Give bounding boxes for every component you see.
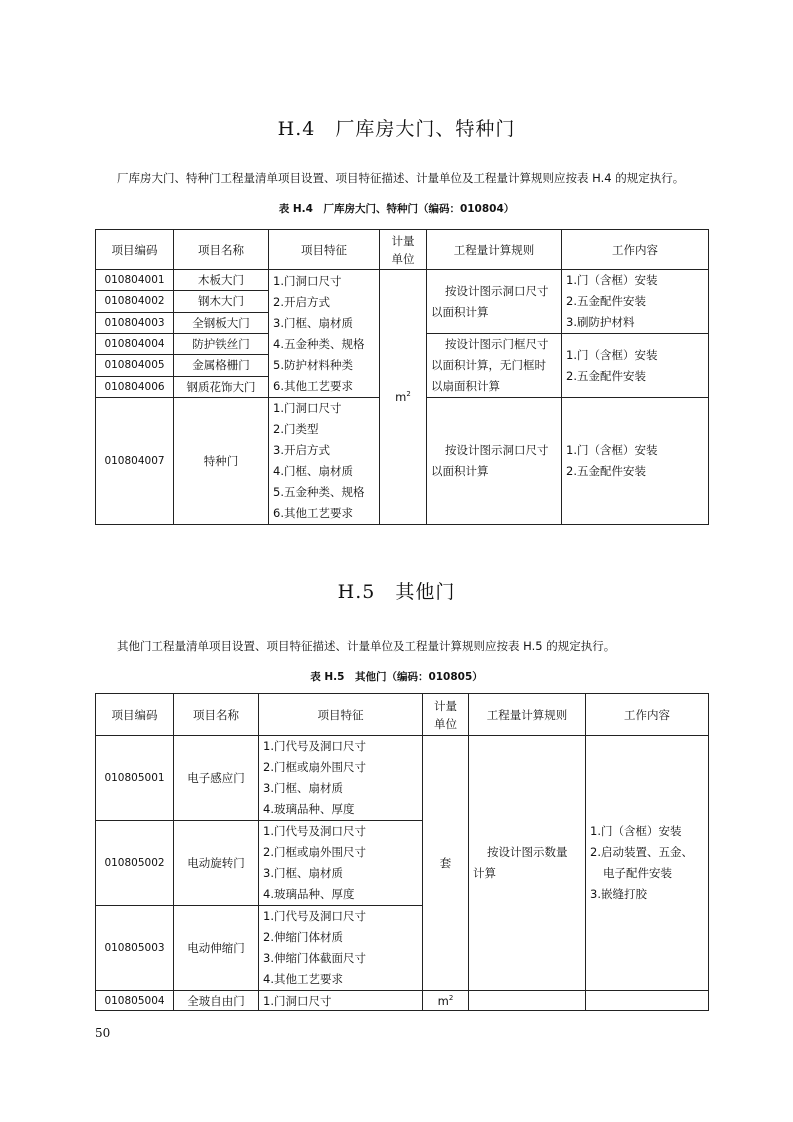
- item-work: [586, 991, 709, 1011]
- work-line: 1.门（含框）安装: [590, 824, 682, 838]
- header-unit-line1: 计量: [391, 233, 415, 248]
- feature-line: 3.门框、扇材质: [263, 866, 343, 880]
- table-h4: [95, 229, 709, 525]
- item-name: 防护铁丝门: [174, 334, 269, 355]
- header-name: 项目名称: [174, 230, 269, 270]
- item-code: 010805001: [96, 736, 174, 821]
- header-feature: 项目特征: [259, 694, 423, 736]
- feature-line: 4.五金种类、规格: [273, 336, 365, 351]
- rule-line: 以面积计算，无门框时: [431, 358, 546, 372]
- feature-line: 5.防护材料种类: [273, 357, 353, 372]
- unit-sup: 2: [448, 993, 454, 1002]
- feature-line: 3.开启方式: [273, 443, 330, 457]
- work-line: 2.五金配件安装: [566, 368, 646, 383]
- work-line: 1.门（含框）安装: [566, 347, 658, 362]
- header-name: 项目名称: [174, 694, 259, 736]
- feature-line: 2.伸缩门体材质: [263, 930, 343, 944]
- feature-line: 2.门框或扇外围尺寸: [263, 760, 366, 774]
- item-features: [259, 736, 423, 821]
- item-rule: [427, 334, 562, 398]
- item-name: 电动伸缩门: [174, 906, 259, 991]
- item-name: 电子感应门: [174, 736, 259, 821]
- work-line: 2.五金配件安装: [566, 464, 646, 478]
- work-line: 1.门（含框）安装: [566, 273, 658, 287]
- section-title-h4: H.4 厂库房大门、特种门: [277, 118, 516, 140]
- table-h5: [95, 693, 709, 1011]
- item-unit: [423, 991, 469, 1011]
- item-features: [269, 270, 380, 398]
- item-features: [259, 991, 423, 1011]
- unit-sup: 2: [406, 390, 411, 399]
- table-caption-h5: 表 H.5 其他门（编码：010805）: [310, 671, 483, 683]
- item-name: 木板大门: [174, 270, 269, 291]
- feature-line: 1.门代号及洞口尺寸: [263, 909, 366, 923]
- item-code: 010804004: [96, 334, 174, 355]
- item-name: 全钢板大门: [174, 312, 269, 333]
- item-name: 电动旋转门: [174, 821, 259, 906]
- work-line: 3.嵌缝打胶: [590, 887, 647, 901]
- header-unit: [423, 694, 469, 736]
- feature-line: 6.其他工艺要求: [273, 506, 353, 520]
- rule-line: 按设计图示门框尺寸: [445, 337, 549, 351]
- item-rule: [427, 398, 562, 525]
- feature-line: 4.玻璃品种、厚度: [263, 887, 355, 901]
- unit-text: m: [395, 390, 407, 404]
- feature-line: 4.其他工艺要求: [263, 972, 343, 986]
- table-caption-h4: 表 H.4 厂库房大门、特种门（编码：010804）: [278, 203, 515, 215]
- table-row: [96, 736, 709, 821]
- header-unit-line2: 单位: [391, 251, 415, 266]
- item-work: [586, 736, 709, 991]
- work-line: 3.刷防护材料: [566, 315, 635, 329]
- item-name: 钢木大门: [174, 291, 269, 312]
- item-rule: [469, 736, 586, 991]
- item-code: 010804002: [96, 291, 174, 312]
- item-name: 金属格栅门: [174, 355, 269, 376]
- rule-line: 按设计图示数量: [487, 845, 568, 859]
- rule-line: 计算: [473, 866, 496, 880]
- feature-line: 2.门类型: [273, 422, 319, 436]
- feature-line: 3.门框、扇材质: [273, 315, 353, 330]
- table-header-row: [96, 694, 709, 736]
- feature-line: 3.伸缩门体截面尺寸: [263, 951, 366, 965]
- feature-line: 4.门框、扇材质: [273, 464, 353, 478]
- rule-line: 以面积计算: [431, 304, 489, 319]
- header-code: 项目编码: [96, 230, 174, 270]
- item-features: [269, 398, 380, 525]
- header-rule: 工程量计算规则: [427, 230, 562, 270]
- feature-line: 1.门代号及洞口尺寸: [263, 824, 366, 838]
- item-work: [562, 334, 709, 398]
- item-code: 010805002: [96, 821, 174, 906]
- section-title-h5: H.5 其他门: [337, 581, 456, 603]
- item-unit: [380, 270, 427, 525]
- item-work: [562, 398, 709, 525]
- rule-line: 以面积计算: [431, 464, 489, 478]
- item-code: 010804007: [96, 398, 174, 525]
- header-unit-line2: 单位: [434, 716, 457, 731]
- feature-line: 1.门洞口尺寸: [273, 273, 342, 288]
- item-rule: [469, 991, 586, 1011]
- item-rule: [427, 270, 562, 334]
- feature-line: 1.门洞口尺寸: [273, 401, 342, 415]
- intro-h4: 厂库房大门、特种门工程量清单项目设置、项目特征描述、计量单位及工程量计算规则应按表 H.4 的规定执行。: [117, 171, 685, 185]
- table-header-row: [96, 230, 709, 270]
- unit-text: m: [437, 993, 449, 1008]
- rule-line: 以扇面积计算: [431, 379, 500, 393]
- rule-line: 按设计图示洞口尺寸: [445, 283, 549, 298]
- feature-line: 3.门框、扇材质: [263, 781, 343, 795]
- item-code: 010804003: [96, 312, 174, 333]
- header-code: 项目编码: [96, 694, 174, 736]
- header-unit: [380, 230, 427, 270]
- feature-line: 1.门代号及洞口尺寸: [263, 739, 366, 753]
- work-line: 2.启动装置、五金、: [590, 845, 693, 859]
- item-code: 010804006: [96, 376, 174, 397]
- item-name: 特种门: [174, 398, 269, 525]
- header-rule: 工程量计算规则: [469, 694, 586, 736]
- feature-line: 2.门框或扇外围尺寸: [263, 845, 366, 859]
- rule-line: 按设计图示洞口尺寸: [445, 443, 549, 457]
- work-line: 电子配件安装: [603, 866, 672, 880]
- table-row: [96, 991, 709, 1011]
- item-unit: 套: [423, 736, 469, 991]
- item-code: 010804005: [96, 355, 174, 376]
- feature-line: 1.门洞口尺寸: [263, 993, 332, 1008]
- item-name: 钢质花饰大门: [174, 376, 269, 397]
- item-code: 010805004: [96, 991, 174, 1011]
- header-work: 工作内容: [586, 694, 709, 736]
- work-line: 2.五金配件安装: [566, 294, 646, 308]
- item-name: 全玻自由门: [174, 991, 259, 1011]
- header-work: 工作内容: [562, 230, 709, 270]
- table-row: [96, 270, 709, 291]
- header-unit-line1: 计量: [434, 698, 457, 713]
- feature-line: 5.五金种类、规格: [273, 485, 365, 499]
- item-features: [259, 821, 423, 906]
- item-code: 010804001: [96, 270, 174, 291]
- feature-line: 6.其他工艺要求: [273, 378, 353, 393]
- header-feature: 项目特征: [269, 230, 380, 270]
- feature-line: 4.玻璃品种、厚度: [263, 802, 355, 816]
- feature-line: 2.开启方式: [273, 294, 330, 309]
- intro-h5: 其他门工程量清单项目设置、项目特征描述、计量单位及工程量计算规则应按表 H.5 的规定执行。: [117, 639, 616, 653]
- item-work: [562, 270, 709, 334]
- page-number: 50: [95, 1026, 111, 1040]
- item-code: 010805003: [96, 906, 174, 991]
- work-line: 1.门（含框）安装: [566, 443, 658, 457]
- item-features: [259, 906, 423, 991]
